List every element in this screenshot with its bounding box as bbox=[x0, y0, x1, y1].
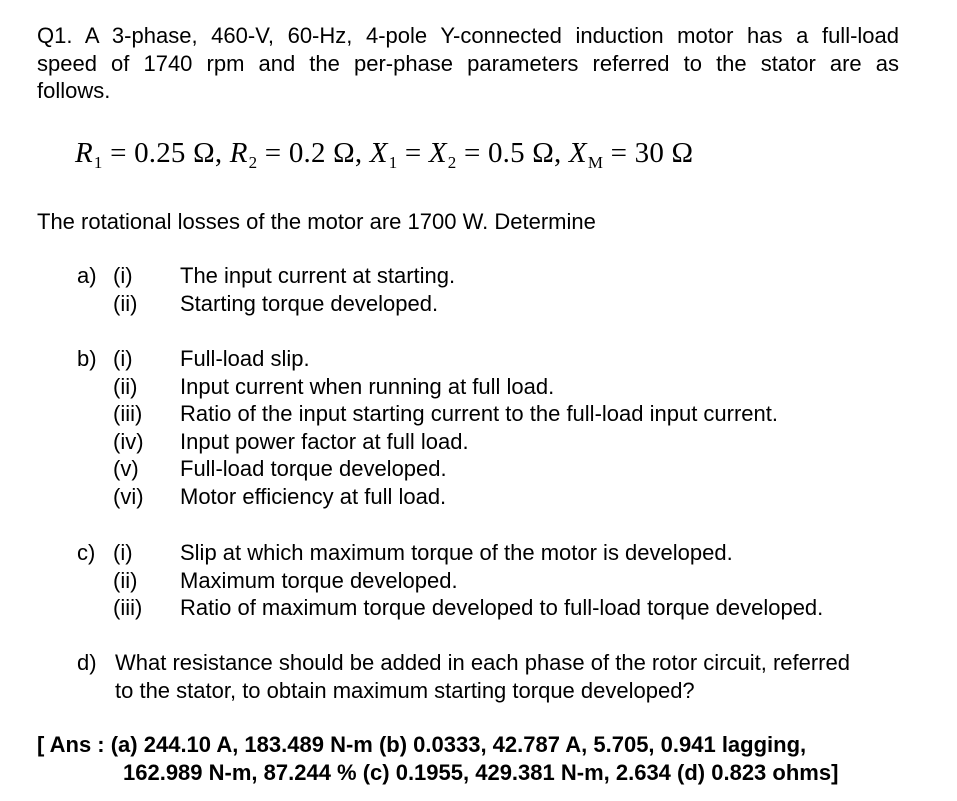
part-a-item-num: (i) bbox=[113, 263, 133, 288]
part-d-label: d) bbox=[77, 650, 97, 675]
x1-subscript: 1 bbox=[388, 153, 398, 172]
parameter-equation bbox=[75, 137, 693, 173]
answer-line-1: [ Ans : (a) 244.10 A, 183.489 N-m (b) 0.0333, 42.787 A, 5.705, 0.941 lagging, bbox=[37, 732, 807, 757]
xm-value: = 30 Ω bbox=[603, 137, 694, 169]
part-c-label: c) bbox=[77, 540, 96, 565]
xm-symbol: X bbox=[568, 137, 587, 169]
x2-symbol: X bbox=[428, 137, 447, 169]
question-line-3: follows. bbox=[37, 78, 111, 103]
part-c-item-text: Ratio of maximum torque developed to full-load torque developed. bbox=[180, 595, 824, 620]
r1-subscript: 1 bbox=[93, 153, 103, 172]
part-b-item-text: Ratio of the input starting current to the full-load input current. bbox=[180, 401, 778, 426]
part-c-item-text: Maximum torque developed. bbox=[180, 568, 458, 593]
part-c-item-text: Slip at which maximum torque of the motor is developed. bbox=[180, 540, 733, 565]
part-b-item-num: (v) bbox=[113, 456, 139, 481]
part-b-item-text: Motor efficiency at full load. bbox=[180, 484, 447, 509]
part-b-item-text: Full-load slip. bbox=[180, 346, 310, 371]
question-line-2: speed of 1740 rpm and the per-phase parameters referred to the stator are as bbox=[37, 51, 899, 76]
part-a-item-text: Starting torque developed. bbox=[180, 291, 439, 316]
part-b-item-num: (ii) bbox=[113, 374, 138, 399]
x2-equals: = bbox=[397, 137, 429, 169]
xm-subscript: M bbox=[587, 153, 604, 172]
question-line-1: Q1. A 3-phase, 460-V, 60-Hz, 4-pole Y-connected induction motor has a full-load bbox=[37, 23, 899, 48]
part-a-label: a) bbox=[77, 263, 97, 288]
r1-symbol: R bbox=[75, 137, 93, 169]
part-b-label: b) bbox=[77, 346, 97, 371]
part-b-item-text: Full-load torque developed. bbox=[180, 456, 447, 481]
r2-subscript: 2 bbox=[248, 153, 258, 172]
r1-value: = 0.25 Ω, bbox=[102, 137, 230, 169]
part-b-item-num: (iv) bbox=[113, 429, 144, 454]
r2-symbol: R bbox=[229, 137, 248, 169]
r2-value: = 0.2 Ω, bbox=[257, 137, 370, 169]
part-c-item-num: (i) bbox=[113, 540, 133, 565]
rotational-losses-line: The rotational losses of the motor are 1700 W. Determine bbox=[37, 209, 596, 234]
part-b-item-num: (iii) bbox=[113, 401, 143, 426]
part-d-line-1: What resistance should be added in each phase of the rotor circuit, referred bbox=[115, 650, 850, 675]
part-c-item-num: (ii) bbox=[113, 568, 138, 593]
part-b-item-text: Input current when running at full load. bbox=[180, 374, 555, 399]
part-b-item-num: (vi) bbox=[113, 484, 144, 509]
part-c-item-num: (iii) bbox=[113, 595, 143, 620]
part-a-item-text: The input current at starting. bbox=[180, 263, 456, 288]
x2-subscript: 2 bbox=[447, 153, 457, 172]
part-a-item-num: (ii) bbox=[113, 291, 138, 316]
part-b-item-num: (i) bbox=[113, 346, 133, 371]
answer-line-2: 162.989 N-m, 87.244 % (c) 0.1955, 429.381 N-m, 2.634 (d) 0.823 ohms] bbox=[123, 760, 839, 785]
x1-symbol: X bbox=[369, 137, 388, 169]
part-b-item-text: Input power factor at full load. bbox=[180, 429, 469, 454]
part-d-line-2: to the stator, to obtain maximum starting torque developed? bbox=[115, 678, 695, 703]
x2-value: = 0.5 Ω, bbox=[456, 137, 569, 169]
